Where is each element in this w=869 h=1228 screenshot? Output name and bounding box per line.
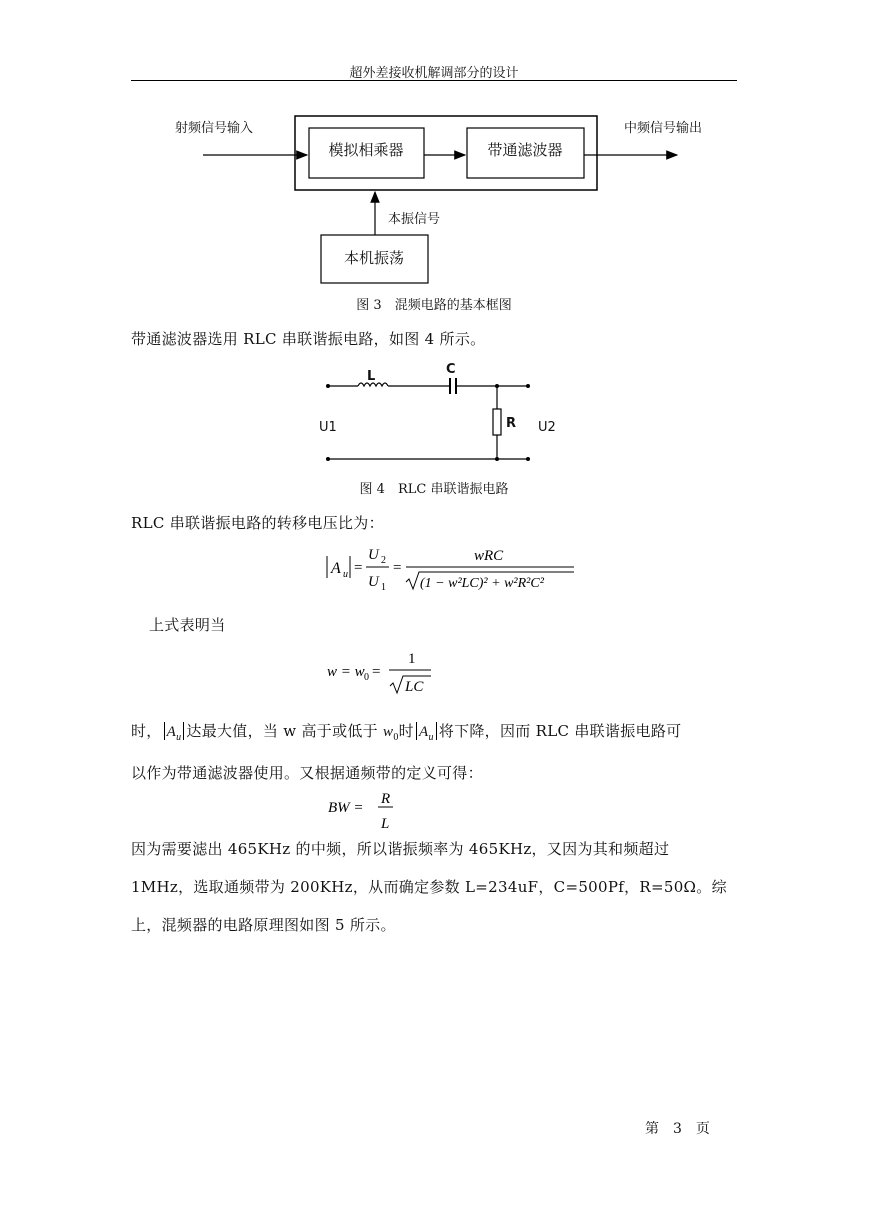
svg-text:=: = <box>393 560 402 576</box>
figure-3-caption: 图 3 混频电路的基本框图 <box>356 298 512 313</box>
svg-text:1: 1 <box>408 651 416 667</box>
svg-text:(1 − w²LC)² + w²R²C²: (1 − w²LC)² + w²R²C² <box>420 576 544 591</box>
paragraph-3-line-2: 1MHz，选取通频带为 200KHz，从而确定参数 L=234uF，C=500Pf，R=50Ω。综 <box>131 878 727 896</box>
output-label: 中频信号输出 <box>624 121 703 136</box>
page-number: 第 3 页 <box>645 1121 710 1137</box>
svg-text:u: u <box>343 569 348 580</box>
oscillator-label: 本机振荡 <box>343 249 405 267</box>
u2-label: U2 <box>538 420 556 435</box>
svg-text:0: 0 <box>364 672 369 683</box>
bandpass-label: 带通滤波器 <box>487 141 563 159</box>
shows-text: 上式表明当 <box>149 616 226 634</box>
paragraph-3-line-3: 上，混频器的电路原理图如图 5 所示。 <box>131 916 396 934</box>
intro-paragraph: 带通滤波器选用 RLC 串联谐振电路，如图 4 所示。 <box>131 330 486 348</box>
svg-text:w = w: w = w <box>327 664 365 680</box>
svg-text:U: U <box>368 574 379 590</box>
svg-text:A: A <box>331 560 341 577</box>
figure-4-caption: 图 4 RLC 串联谐振电路 <box>359 482 509 497</box>
svg-text:2: 2 <box>381 555 386 566</box>
svg-text:U: U <box>368 547 379 563</box>
svg-text:L: L <box>381 816 390 832</box>
multiplier-label: 模拟相乘器 <box>328 141 404 159</box>
svg-text:=: = <box>372 664 381 680</box>
svg-text:1: 1 <box>381 582 386 593</box>
input-label: 射频信号输入 <box>175 121 254 136</box>
svg-text:LC: LC <box>405 679 424 695</box>
resistor-label: R <box>506 416 517 431</box>
svg-text:BW =: BW = <box>328 800 364 816</box>
capacitor-label: C <box>446 362 456 377</box>
osc-signal-label: 本振信号 <box>388 212 441 227</box>
paragraph-2-line-2: 以作为带通滤波器使用。又根据通频带的定义可得： <box>131 764 483 782</box>
u1-label: U1 <box>319 420 337 435</box>
svg-text:wRC: wRC <box>474 548 504 564</box>
transfer-ratio-text: RLC 串联谐振电路的转移电压比为： <box>131 514 384 532</box>
svg-text:R: R <box>381 791 391 807</box>
svg-text:=: = <box>354 560 363 576</box>
paragraph-2-line-1: 时， $A_u$ 达最大值，当 w 高于或低于 $w_0$时 $A_u$ 将下降，因而 RLC 串联谐振电路可 <box>131 722 682 743</box>
inductor-label: L <box>367 369 376 384</box>
paragraph-3-line-1: 因为需要滤出 465KHz 的中频，所以谐振频率为 465KHz，又因为其和频超过 <box>131 840 670 858</box>
running-header: 超外差接收机解调部分的设计 <box>349 66 519 81</box>
